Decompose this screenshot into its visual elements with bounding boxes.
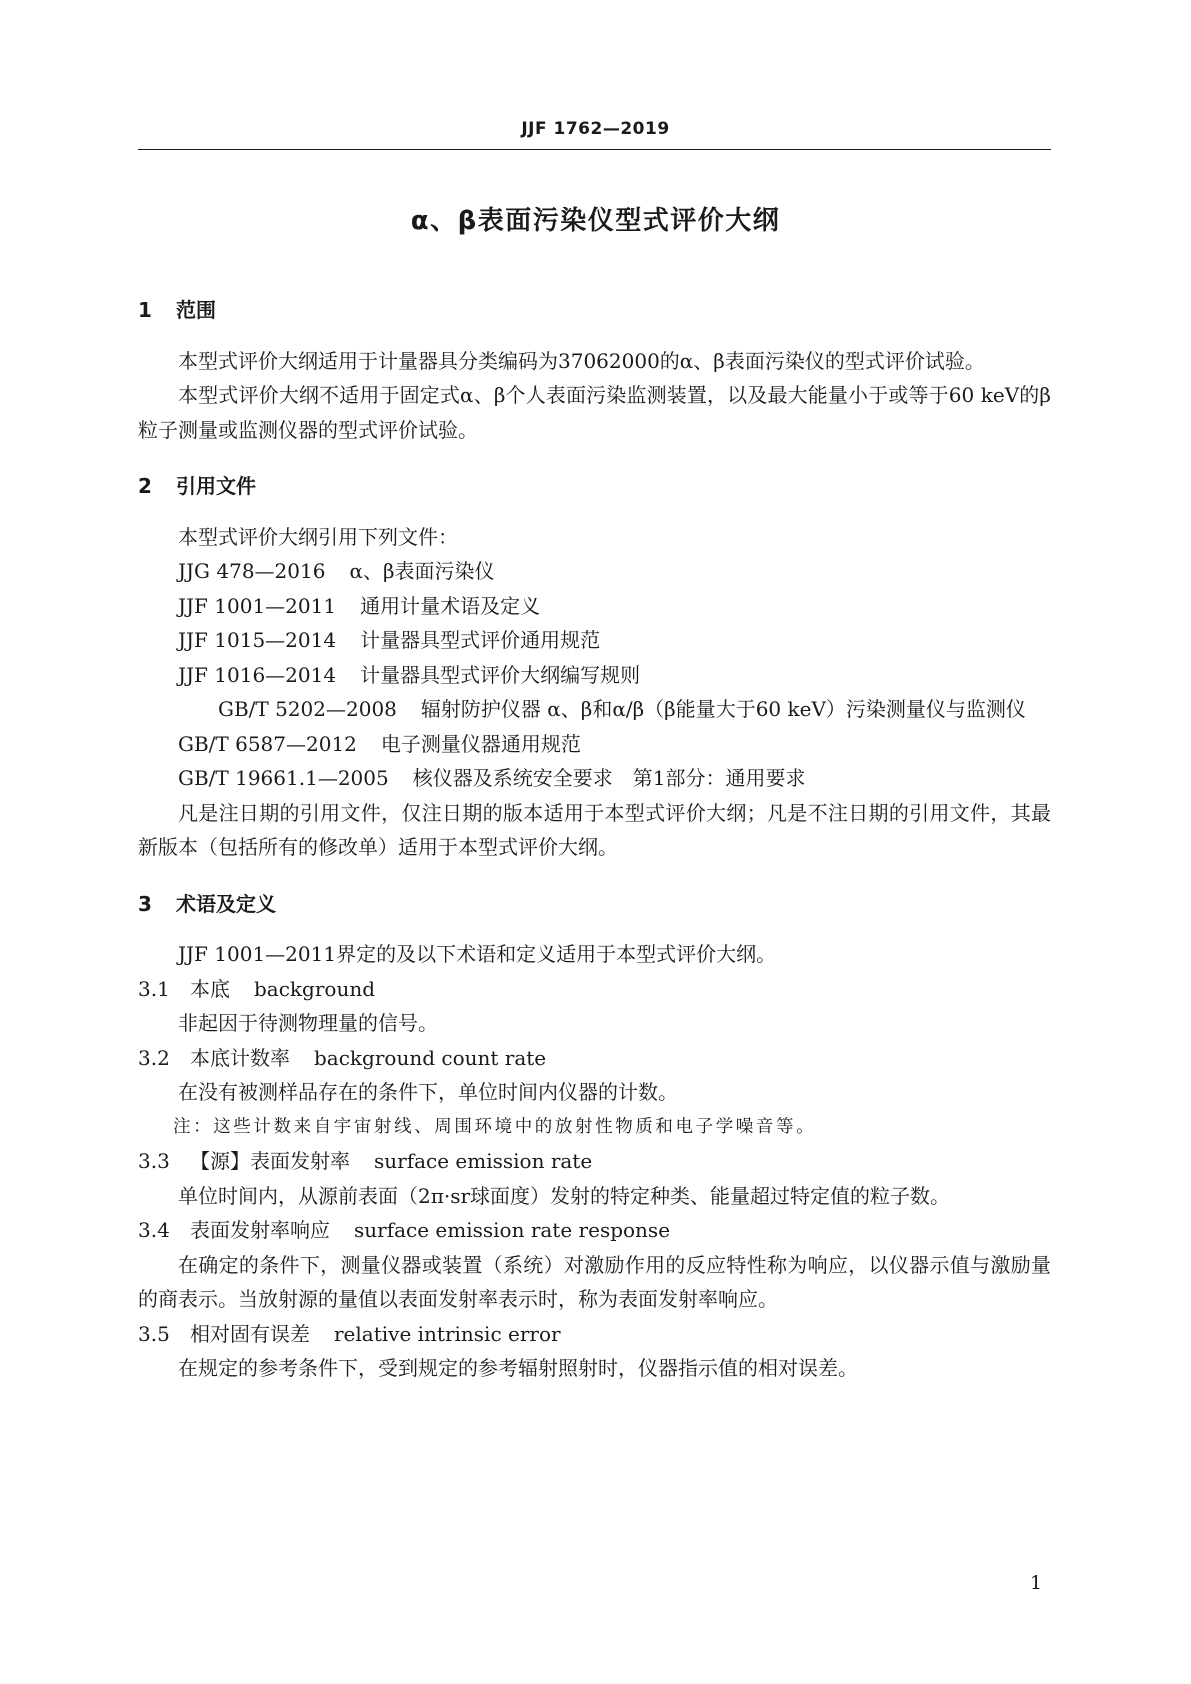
reference-code: GB/T 19661.1—2005 xyxy=(178,766,389,790)
scope-paragraph-2: 本型式评价大纲不适用于固定式α、β个人表面污染监测装置，以及最大能量小于或等于60 keV的β粒子测量或监测仪器的型式评价试验。 xyxy=(138,383,1051,442)
scope-paragraph-1: 本型式评价大纲适用于计量器具分类编码为37062000的α、β表面污染仪的型式评价试验。 xyxy=(178,348,985,373)
document-title: α、β表面污染仪型式评价大纲 xyxy=(410,206,781,236)
section-title: 引用文件 xyxy=(176,474,256,498)
term-chinese: 表面发射率响应 xyxy=(190,1218,330,1242)
reference-title: 计量器具型式评价大纲编写规则 xyxy=(360,662,641,687)
terms-intro: JJF 1001—2011界定的及以下术语和定义适用于本型式评价大纲。 xyxy=(178,942,777,966)
term-entry xyxy=(138,972,1051,1007)
reference-item xyxy=(138,658,1051,693)
term-number: 3.5 xyxy=(138,1321,170,1346)
term-number: 3.3 xyxy=(138,1149,170,1173)
reference-item xyxy=(138,761,1051,796)
reference-title: 通用计量术语及定义 xyxy=(360,593,541,618)
term-entry xyxy=(138,1317,1051,1352)
reference-code: JJG 478—2016 xyxy=(178,559,326,583)
section-title: 术语及定义 xyxy=(176,891,276,916)
reference-code: JJF 1016—2014 xyxy=(178,662,337,687)
reference-code: GB/T 5202—2008 xyxy=(218,697,397,721)
reference-item xyxy=(138,589,1051,624)
section-number: 3 xyxy=(138,891,152,916)
term-english: background count rate xyxy=(314,1045,547,1070)
term-definition: 单位时间内，从源前表面（2π·sr球面度）发射的特定种类、能量超过特定值的粒子数。 xyxy=(178,1183,951,1208)
reference-item xyxy=(138,623,1051,658)
term-number: 3.2 xyxy=(138,1045,170,1070)
term-chinese: 本底计数率 xyxy=(190,1045,290,1070)
term-english: relative intrinsic error xyxy=(334,1321,561,1346)
reference-title: 计量器具型式评价通用规范 xyxy=(360,628,601,652)
header-rule xyxy=(138,149,1051,150)
term-definition: 在确定的条件下，测量仪器或装置（系统）对激励作用的反应特性称为响应，以仪器示值与激励量的商表示。当放射源的量值以表面发射率表示时，称为表面发射率响应。 xyxy=(138,1252,1051,1311)
reference-item xyxy=(138,692,1051,727)
reference-code: JJF 1001—2011 xyxy=(178,593,337,618)
term-chinese: 相对固有误差 xyxy=(190,1321,310,1346)
section-heading-scope xyxy=(138,293,1051,328)
references-intro: 本型式评价大纲引用下列文件： xyxy=(178,524,458,549)
reference-item xyxy=(138,727,1051,762)
document-code-header: JJF 1762—2019 xyxy=(521,119,670,139)
term-definition: 在规定的参考条件下，受到规定的参考辐射照射时，仪器指示值的相对误差。 xyxy=(178,1356,858,1380)
term-entry xyxy=(138,1041,1051,1076)
term-number: 3.4 xyxy=(138,1218,170,1242)
term-english: background xyxy=(254,976,376,1001)
term-english: surface emission rate response xyxy=(354,1218,671,1242)
references-closing: 凡是注日期的引用文件，仅注日期的版本适用于本型式评价大纲；凡是不注日期的引用文件，其最新版本（包括所有的修改单）适用于本型式评价大纲。 xyxy=(138,800,1051,859)
reference-code: GB/T 6587—2012 xyxy=(178,731,357,756)
section-number: 1 xyxy=(138,298,152,322)
term-number: 3.1 xyxy=(138,976,170,1001)
term-chinese: 本底 xyxy=(190,976,230,1001)
term-definition: 非起因于待测物理量的信号。 xyxy=(178,1011,438,1035)
term-entry xyxy=(138,1144,1051,1179)
term-english: surface emission rate xyxy=(374,1149,593,1173)
section-title: 范围 xyxy=(176,298,216,322)
reference-code: JJF 1015—2014 xyxy=(178,628,337,652)
page-number: 1 xyxy=(1030,1572,1043,1594)
term-definition: 在没有被测样品存在的条件下，单位时间内仪器的计数。 xyxy=(178,1080,678,1104)
term-entry xyxy=(138,1213,1051,1248)
reference-title: α、β表面污染仪 xyxy=(349,559,495,583)
section-heading-references xyxy=(138,469,1051,504)
reference-title: 辐射防护仪器 α、β和α/β（β能量大于60 keV）污染测量仪与监测仪 xyxy=(420,697,1026,721)
section-heading-terms xyxy=(138,887,1051,922)
document-body xyxy=(138,293,1051,1386)
reference-title: 电子测量仪器通用规范 xyxy=(380,731,581,756)
term-note: 注：这些计数来自宇宙射线、周围环境中的放射性物质和电子学噪音等。 xyxy=(173,1116,817,1137)
reference-item xyxy=(138,554,1051,589)
reference-title: 核仪器及系统安全要求 第1部分：通用要求 xyxy=(412,766,806,790)
term-chinese: 【源】表面发射率 xyxy=(190,1149,350,1173)
section-number: 2 xyxy=(138,474,152,498)
